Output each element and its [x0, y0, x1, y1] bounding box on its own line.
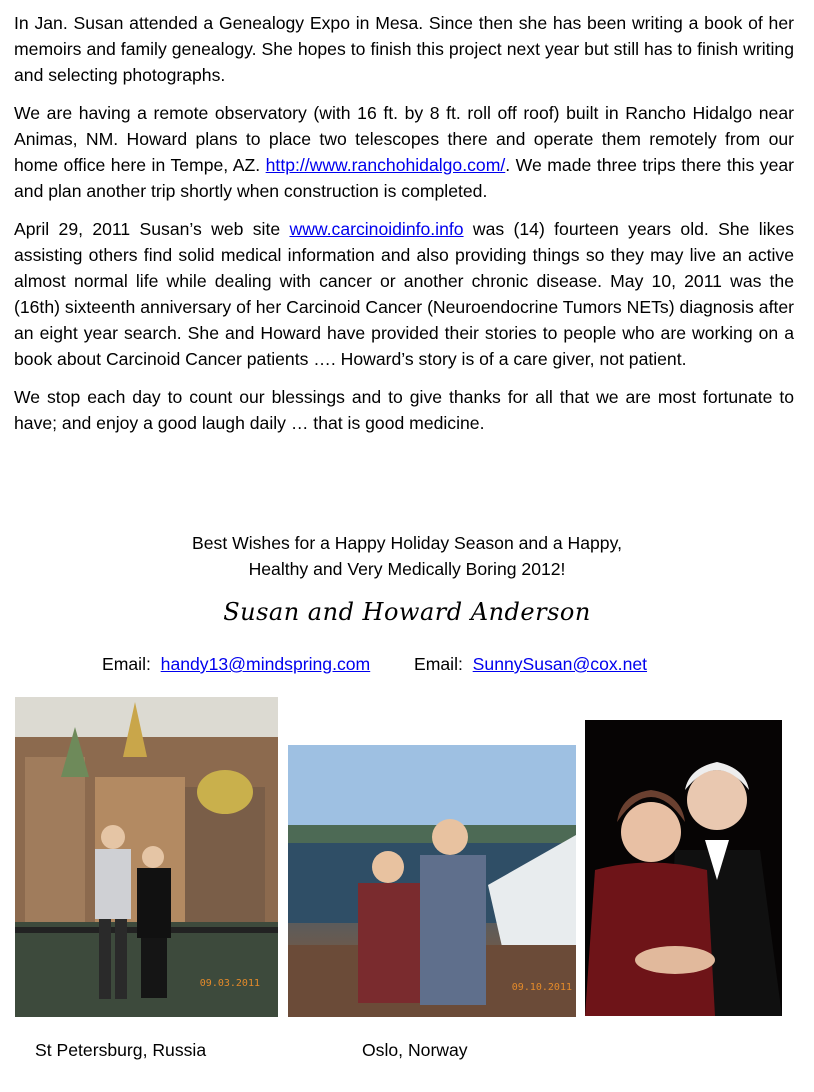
cruise-scene-illustration — [288, 745, 576, 1017]
paragraph-observatory-text-1: We are having a remote observatory (with 16 ft. by 8 ft. roll off roof) built in Rancho Hidalgo near Animas, NM. Howard plans to place two telescopes there and operate them remotely from our home office here in Tempe, AZ. — [14, 103, 794, 175]
email-contacts — [102, 654, 647, 675]
portrait-illustration — [585, 720, 782, 1016]
paragraph-observatory — [14, 100, 794, 204]
email-label-2: Email: — [414, 654, 463, 674]
email-label-1: Email: — [102, 654, 151, 674]
paragraph-website — [14, 216, 794, 372]
photo-st-petersburg — [15, 697, 278, 1017]
email-link-susan[interactable]: SunnySusan@cox.net — [472, 654, 648, 674]
photo-portrait — [585, 720, 782, 1016]
letter-body — [14, 10, 794, 448]
photo2-datestamp: 09.10.2011 — [511, 982, 572, 993]
ranchohidalgo-link[interactable]: http://www.ranchohidalgo.com/ — [265, 155, 506, 175]
paragraph-website-text-1: April 29, 2011 Susan’s web site — [14, 219, 290, 239]
wishes-line-2: Healthy and Very Medically Boring 2012! — [248, 559, 566, 579]
caption-oslo: Oslo, Norway — [362, 1040, 468, 1060]
signature: Susan and Howard Anderson — [223, 598, 591, 626]
paragraph-observatory-text-2: . We made three trips there this year and plan another trip shortly when construction is completed. — [14, 155, 794, 201]
paragraph-genealogy: In Jan. Susan attended a Genealogy Expo in Mesa. Since then she has been writing a book of her memoirs and family genealogy. She hopes to finish this project next year but still has to finish writing and selecting photographs. — [14, 13, 794, 85]
holiday-wishes — [0, 530, 814, 582]
photo1-datestamp: 09.03.2011 — [199, 978, 260, 989]
paragraph-blessings: We stop each day to count our blessings and to give thanks for all that we are most fortunate to have; and enjoy a good laugh daily … that is good medicine. — [14, 387, 794, 433]
church-scene-illustration — [15, 697, 278, 1017]
caption-st-petersburg: St Petersburg, Russia — [35, 1040, 207, 1060]
wishes-line-1: Best Wishes for a Happy Holiday Season and a Happy, — [192, 533, 622, 553]
photo-oslo — [288, 745, 576, 1017]
carcinoidinfo-link[interactable]: www.carcinoidinfo.info — [289, 219, 464, 239]
paragraph-website-text-2: was (14) fourteen years old. She likes assisting others find solid medical information and also providing things so they may live an active almost normal life while dealing with cancer or another chronic disease. May 10, 2011 was the (16th) sixteenth anniversary of her Carcinoid Cancer (Neuroendocrine Tumors NETs) diagnosis after an eight year search. She and Howard have provided their stories to people who are working on a book about Carcinoid Cancer patients …. Howard’s story is of a care giver, not patient. — [14, 219, 794, 369]
email-link-howard[interactable]: handy13@mindspring.com — [160, 654, 371, 674]
